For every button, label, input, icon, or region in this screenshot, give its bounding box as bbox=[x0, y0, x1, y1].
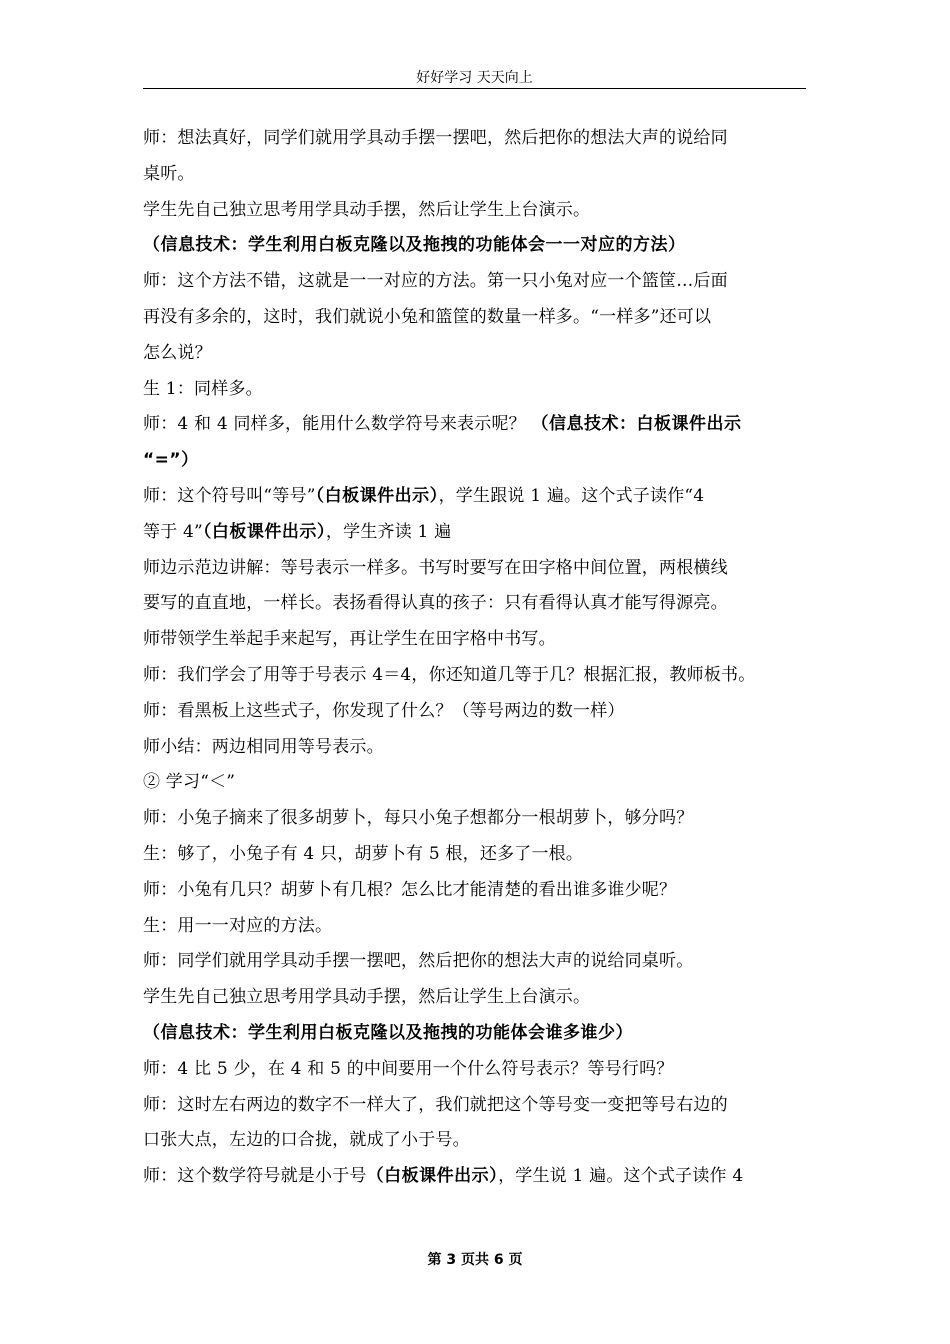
page-number: 第 3 页共 6 页 bbox=[427, 1252, 523, 1268]
paragraph-line bbox=[143, 264, 809, 300]
line-text: 师：想法真好，同学们就用学具动手摆一摆吧，然后把你的想法大声的说给同 bbox=[143, 128, 728, 148]
line-text: 师：4 和 4 同样多，能用什么数学符号来表示呢？ bbox=[143, 414, 532, 435]
line-text: 师：这个符号叫“等号” bbox=[143, 485, 316, 506]
paragraph-line bbox=[143, 658, 809, 694]
section-heading bbox=[143, 765, 809, 801]
line-text: 师：小兔有几只？胡萝卜有几根？怎么比才能清楚的看出谁多谁少呢？ bbox=[143, 879, 677, 900]
line-text: 师：4 比 5 少，在 4 和 5 的中间要用一个什么符号表示？等号行吗？ bbox=[143, 1058, 674, 1079]
bold-note: （白板课件出示） bbox=[202, 521, 326, 542]
paragraph-line bbox=[143, 694, 809, 730]
bold-note: （信息技术：白板课件出示 bbox=[531, 414, 742, 435]
bold-note: “=”） bbox=[143, 450, 199, 471]
line-text: 学生先自己独立思考用学具动手摆，然后让学生上台演示。 bbox=[143, 987, 591, 1008]
paragraph-line bbox=[143, 1016, 809, 1052]
line-text: 师：这时左右两边的数字不一样大了，我们就把这个等号变一变把等号右边的 bbox=[143, 1094, 728, 1115]
bold-note: （白板课件出示） bbox=[366, 1166, 499, 1187]
paragraph-line bbox=[143, 622, 809, 658]
header-rule bbox=[143, 88, 806, 89]
line-text: 要写的直直地，一样长。表扬看得认真的孩子：只有看得认真才能写得源亮。 bbox=[143, 593, 728, 614]
bold-note: （白板课件出示） bbox=[315, 485, 439, 506]
line-text: 师：看黑板上这些式子，你发现了什么？（等号两边的数一样） bbox=[143, 700, 625, 721]
line-text: 口张大点，左边的口合拢，就成了小于号。 bbox=[143, 1130, 470, 1151]
paragraph-line bbox=[143, 730, 809, 766]
paragraph-line bbox=[143, 443, 809, 479]
line-text: ② 学习“＜” bbox=[143, 772, 236, 793]
bold-note: （信息技术：学生利用白板克隆以及拖拽的功能体会谁多谁少） bbox=[143, 1022, 633, 1043]
line-text: 师：我们学会了用等于号表示 4＝4，你还知道几等于几？根据汇报，教师板书。 bbox=[143, 664, 756, 685]
paragraph-line bbox=[143, 909, 809, 945]
paragraph-line bbox=[143, 1052, 809, 1088]
line-text: 师：同学们就用学具动手摆一摆吧，然后把你的想法大声的说给同桌听。 bbox=[143, 951, 694, 972]
page-header: 好好学习 天天向上 bbox=[416, 70, 533, 86]
paragraph-line bbox=[143, 193, 809, 229]
paragraph-line bbox=[143, 121, 809, 157]
line-text: 师小结：两边相同用等号表示。 bbox=[143, 736, 384, 757]
paragraph-line bbox=[143, 228, 809, 264]
paragraph-line bbox=[143, 586, 809, 622]
line-text: 师：小兔子摘来了很多胡萝卜，每只小兔子想都分一根胡萝卜，够分吗？ bbox=[143, 808, 694, 829]
paragraph-line bbox=[143, 944, 809, 980]
line-text: 师：这个数学符号就是小于号 bbox=[143, 1166, 367, 1187]
paragraph-line bbox=[143, 551, 809, 587]
line-text: 生：够了，小兔子有 4 只，胡萝卜有 5 根，还多了一根。 bbox=[143, 843, 584, 864]
paragraph-line bbox=[143, 837, 809, 873]
line-text: 再没有多余的，这时，我们就说小兔和篮筐的数量一样多。“一样多”还可以 bbox=[143, 306, 712, 327]
paragraph-line bbox=[143, 873, 809, 909]
paragraph-line bbox=[143, 1088, 809, 1124]
line-text: 学生先自己独立思考用学具动手摆，然后让学生上台演示。 bbox=[143, 199, 591, 220]
line-text: 师：这个方法不错，这就是一一对应的方法。第一只小兔对应一个篮筐…后面 bbox=[143, 271, 728, 292]
line-text: 怎么说？ bbox=[143, 342, 212, 363]
line-text: 师带领学生举起手来起写，再让学生在田字格中书写。 bbox=[143, 629, 556, 650]
line-text: ，学生齐读 1 遍 bbox=[325, 521, 452, 542]
line-text: 桌听。 bbox=[143, 163, 195, 184]
paragraph-line bbox=[143, 515, 809, 551]
paragraph-line bbox=[143, 801, 809, 837]
paragraph-line bbox=[143, 479, 809, 515]
paragraph-line bbox=[143, 980, 809, 1016]
document-body bbox=[143, 121, 809, 1195]
bold-note: （信息技术：学生利用白板克隆以及拖拽的功能体会一一对应的方法） bbox=[143, 235, 686, 256]
line-text: ，学生说 1 遍。这个式子读作 4 bbox=[498, 1166, 744, 1187]
line-text: 生：用一一对应的方法。 bbox=[143, 915, 333, 936]
line-text: 生 1：同样多。 bbox=[143, 378, 263, 399]
paragraph-line bbox=[143, 1159, 809, 1195]
paragraph-line bbox=[143, 372, 809, 408]
paragraph-line bbox=[143, 300, 809, 336]
paragraph-line bbox=[143, 407, 809, 443]
line-text: 师边示范边讲解：等号表示一样多。书写时要写在田字格中间位置，两根横线 bbox=[143, 557, 728, 578]
paragraph-line bbox=[143, 1123, 809, 1159]
line-text: ，学生跟说 1 遍。这个式子读作“4 bbox=[438, 485, 705, 506]
paragraph-line bbox=[143, 157, 809, 193]
paragraph-line bbox=[143, 336, 809, 372]
line-text: 等于 4” bbox=[143, 521, 203, 542]
